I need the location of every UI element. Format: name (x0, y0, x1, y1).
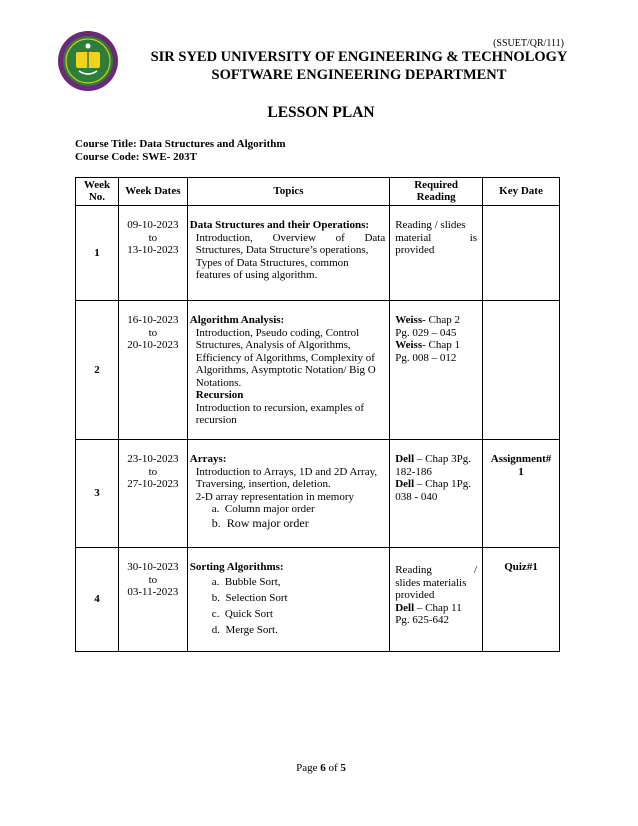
university-logo (57, 30, 119, 92)
key-date-cell: Assignment# 1 (483, 440, 560, 548)
list-item: c. Quick Sort (211, 607, 273, 620)
week-number: 4 (76, 548, 119, 652)
header-required-reading: Required Reading (390, 178, 483, 206)
topics-cell: Algorithm Analysis: Introduction, Pseudo coding, Control Structures, Analysis of Algorithms, Efficiency of Algorithms, Complexity of Algorithms, Asymptotic Notation/ Big O Notations. Recursion Introduction to recursion, examples of recursion (187, 301, 389, 440)
reading-cell: Reading / slides materialis provided Dell – Chap 11 Pg. 625-642 (390, 548, 483, 652)
week-dates: 09-10-2023 to 13-10-2023 (118, 206, 187, 301)
list-item: a. Bubble Sort, (211, 575, 281, 588)
list-item: d. Merge Sort. (211, 623, 278, 636)
course-title (75, 138, 286, 150)
reading-cell: Reading / slides material is provided (390, 206, 483, 301)
week-number: 1 (76, 206, 119, 301)
topics-cell: Sorting Algorithms: a. Bubble Sort, b. Selection Sort c. Quick Sort d. Merge Sort. (187, 548, 389, 652)
table-row (76, 206, 560, 301)
reading-cell: Weiss- Chap 2 Pg. 029 – 045 Weiss- Chap 1 Pg. 008 – 012 (390, 301, 483, 440)
week-dates: 16-10-2023 to 20-10-2023 (118, 301, 187, 440)
course-title-label: Course Title: (75, 138, 137, 150)
topics-cell: Arrays: Introduction to Arrays, 1D and 2D Array, Traversing, insertion, deletion. 2-D array representation in memory a. Column major order b. Row major order (187, 440, 389, 548)
document-reference: (SSUET/QR/111) (493, 38, 564, 49)
page-title: LESSON PLAN (267, 104, 375, 121)
header-topics: Topics (187, 178, 389, 206)
list-item: a. Column major order (211, 503, 315, 515)
week-dates: 30-10-2023 to 03-11-2023 (118, 548, 187, 652)
university-name: SIR SYED UNIVERSITY OF ENGINEERING & TECHNOLOGY (150, 49, 568, 65)
week-number: 3 (76, 440, 119, 548)
table-header-row (76, 178, 560, 206)
course-code-label: Course Code: (75, 151, 140, 163)
reading-cell: Dell – Chap 3Pg. 182-186 Dell – Chap 1Pg. 038 - 040 (390, 440, 483, 548)
table-row (76, 548, 560, 652)
course-code (75, 151, 197, 163)
key-date-cell (483, 206, 560, 301)
topics-cell: Data Structures and their Operations: Introduction, Overview of Data Structures, Data Structure’s operations, Types of Data Structures, common features of using algorithm. (187, 206, 389, 301)
table-row (76, 440, 560, 548)
list-item: b. Row major order (211, 515, 309, 530)
course-code-value: SWE- 203T (142, 151, 197, 163)
week-dates: 23-10-2023 to 27-10-2023 (118, 440, 187, 548)
lesson-plan-table (75, 177, 560, 652)
table-row (76, 301, 560, 440)
page-footer: Page 6 of 5 (296, 762, 346, 774)
department-name: SOFTWARE ENGINEERING DEPARTMENT (211, 67, 507, 83)
header-week-no: Week No. (76, 178, 119, 206)
list-item: b. Selection Sort (211, 591, 288, 604)
header-key-date: Key Date (483, 178, 560, 206)
header-week-dates: Week Dates (118, 178, 187, 206)
week-number: 2 (76, 301, 119, 440)
key-date-cell: Quiz#1 (483, 548, 560, 652)
key-date-cell (483, 301, 560, 440)
course-title-value: Data Structures and Algorithm (139, 138, 286, 150)
